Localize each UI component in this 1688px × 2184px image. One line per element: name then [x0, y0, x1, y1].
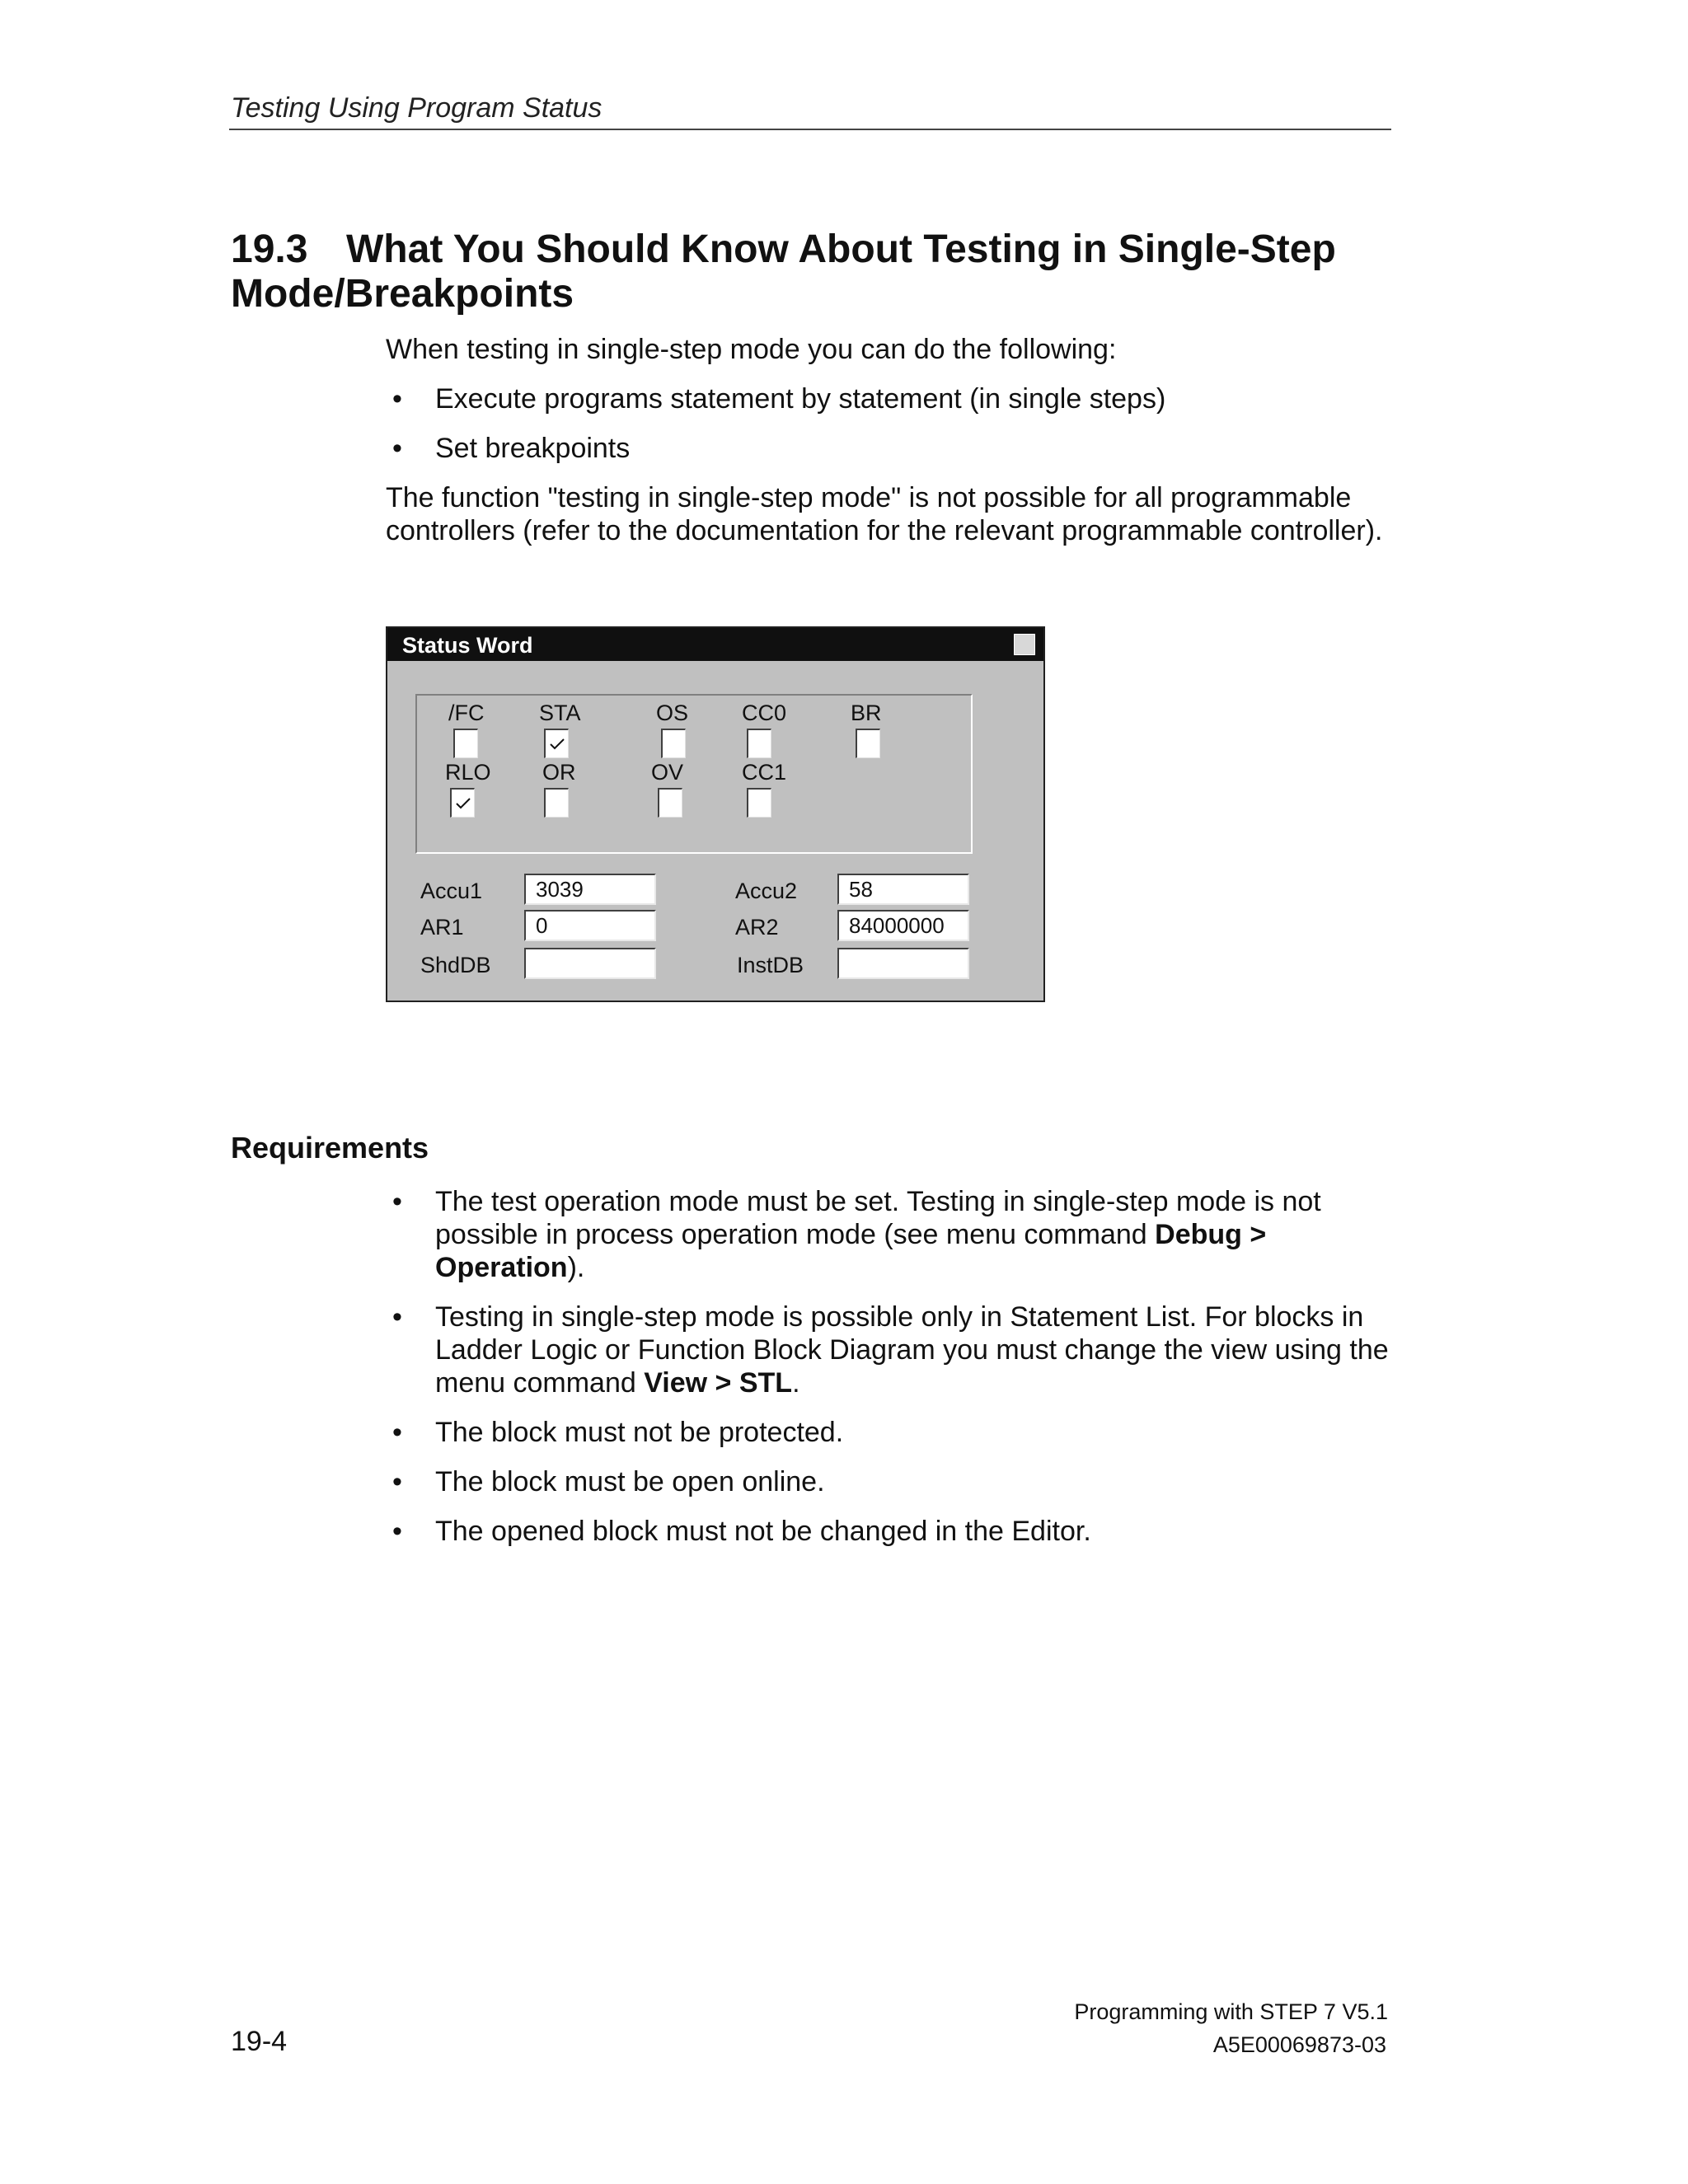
- accu2-label: Accu2: [735, 879, 798, 903]
- requirements-heading: Requirements: [231, 1131, 429, 1165]
- flag-label: /FC: [448, 701, 485, 725]
- flag-label: RLO: [445, 760, 491, 785]
- section-number: 19.3: [231, 227, 308, 271]
- dialog-titlebar: [387, 628, 1043, 661]
- list-item: • Execute programs statement by statement (in single steps): [392, 383, 1166, 415]
- running-header: Testing Using Program Status: [231, 92, 603, 124]
- ar1-field[interactable]: 0: [524, 910, 656, 941]
- instdb-field[interactable]: [837, 948, 969, 979]
- flag-label: OR: [542, 760, 576, 785]
- list-item: • The test operation mode must be set. Testing in single-step mode is not possible in process operation mode (see menu command Debug > Operation).: [392, 1186, 1321, 1283]
- list-item: • The block must be open online.: [392, 1466, 825, 1497]
- section-title: [231, 227, 1401, 316]
- menu-command: Debug > Operation: [435, 1219, 1267, 1283]
- flag-br-checkbox[interactable]: [856, 729, 880, 758]
- flag-label: CC0: [742, 701, 787, 725]
- flag-fc-checkbox[interactable]: [453, 729, 478, 758]
- check-icon: [454, 796, 472, 811]
- flag-label: BR: [851, 701, 882, 725]
- ar1-label: AR1: [420, 915, 464, 940]
- flag-ov-checkbox[interactable]: [658, 788, 682, 818]
- list-item: • Testing in single-step mode is possible only in Statement List. For blocks in Ladder Logic or Function Block Diagram you must change the view using the menu command View > STL.: [392, 1301, 1389, 1399]
- check-icon: [548, 737, 566, 752]
- flag-os-checkbox[interactable]: [661, 729, 686, 758]
- page-number: 19-4: [231, 2026, 288, 2057]
- status-word-dialog: [386, 626, 1045, 1002]
- intro-lead: When testing in single-step mode you can do the following:: [386, 334, 1117, 365]
- list-item: • The opened block must not be changed in the Editor.: [392, 1516, 1091, 1547]
- list-item: • Set breakpoints: [392, 433, 631, 464]
- ar2-field[interactable]: 84000000: [837, 910, 969, 941]
- intro-note: The function "testing in single-step mode" is not possible for all programmable controllers (refer to the documentation for the relevant programmable controller).: [386, 482, 1383, 546]
- footer-manual-title: Programming with STEP 7 V5.1: [1074, 1999, 1388, 2024]
- instdb-label: InstDB: [737, 953, 804, 977]
- ar2-label: AR2: [735, 915, 779, 940]
- flag-sta-checkbox[interactable]: [544, 729, 569, 758]
- flag-or-checkbox[interactable]: [544, 788, 569, 818]
- list-item: • The block must not be protected.: [392, 1417, 844, 1448]
- flag-cc0-checkbox[interactable]: [747, 729, 771, 758]
- requirements-list: [386, 1185, 1400, 1548]
- flag-label: STA: [539, 701, 581, 725]
- menu-command: View > STL: [644, 1367, 793, 1399]
- dialog-title: Status Word: [402, 633, 533, 658]
- accu1-field[interactable]: 3039: [524, 874, 656, 905]
- accu1-label: Accu1: [420, 879, 483, 903]
- intro-bullets: [386, 382, 1400, 465]
- flag-label: OS: [656, 701, 689, 725]
- window-control-icon[interactable]: [1014, 634, 1035, 655]
- flag-label: CC1: [742, 760, 787, 785]
- flag-label: OV: [651, 760, 684, 785]
- accu2-field[interactable]: 58: [837, 874, 969, 905]
- shddb-field[interactable]: [524, 948, 656, 979]
- flag-cc1-checkbox[interactable]: [747, 788, 771, 818]
- status-flags-group: [415, 694, 973, 854]
- section-heading-text: What You Should Know About Testing in Single-Step Mode/Breakpoints: [231, 227, 1336, 316]
- footer-doc-id: A5E00069873-03: [1212, 2032, 1386, 2057]
- flag-rlo-checkbox[interactable]: [450, 788, 475, 818]
- header-rule: [229, 129, 1391, 130]
- shddb-label: ShdDB: [420, 953, 491, 977]
